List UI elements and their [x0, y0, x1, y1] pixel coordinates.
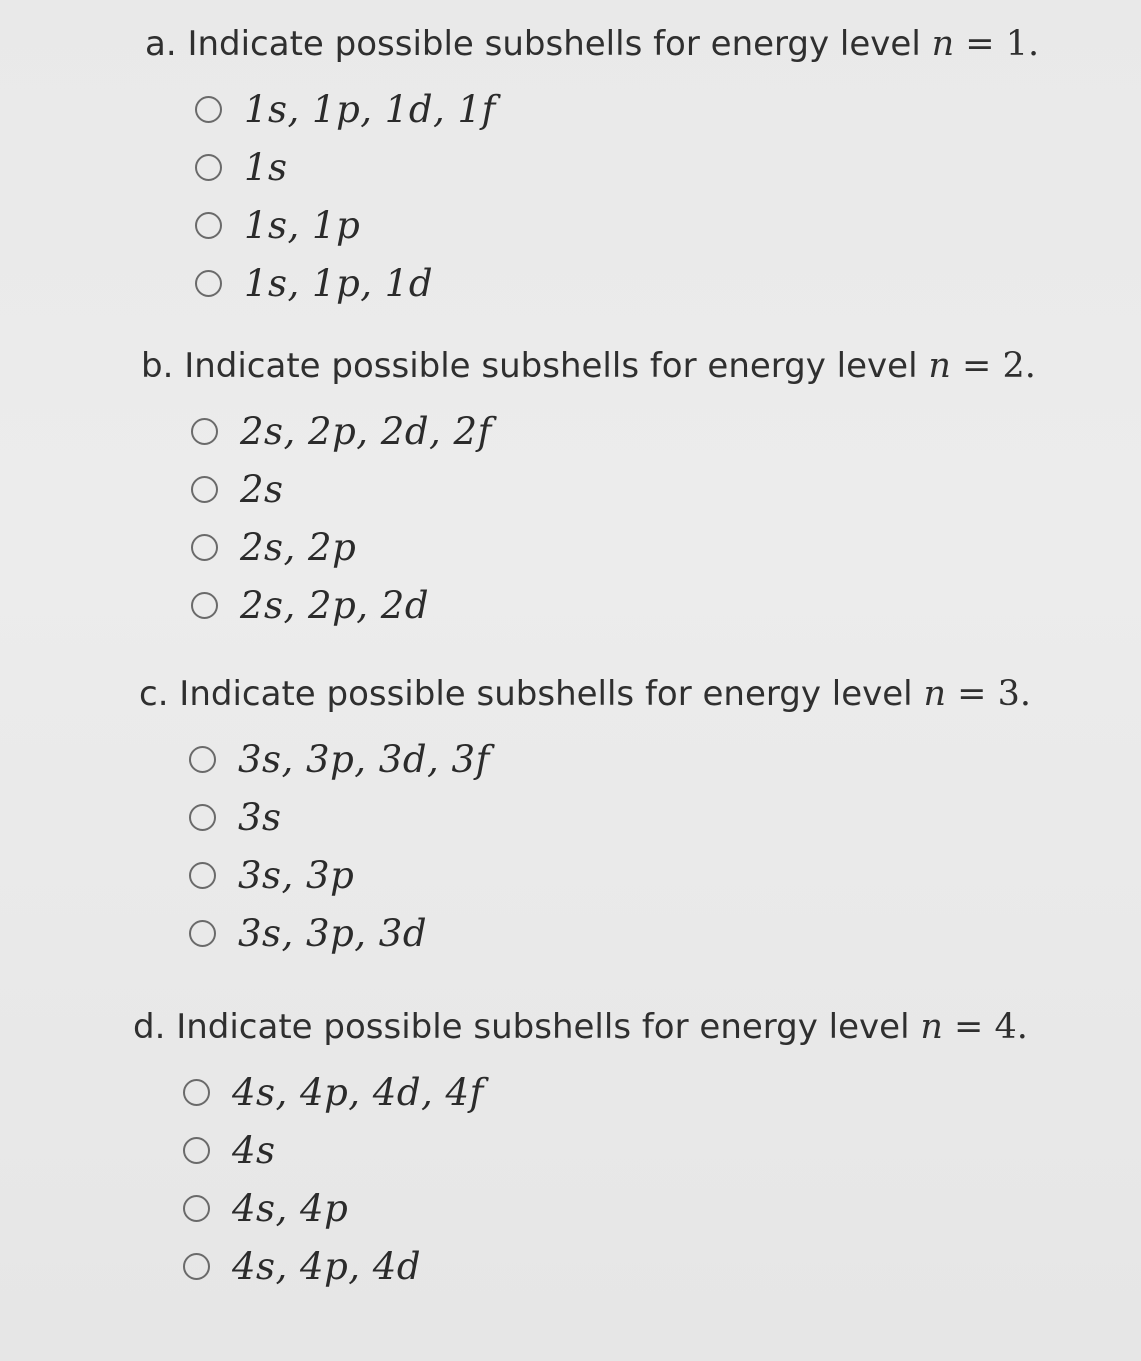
option-c-1[interactable]	[189, 730, 1031, 788]
question-d-equation	[920, 1007, 1028, 1047]
question-c-text: c. Indicate possible subshells for energy level	[139, 674, 913, 714]
radio-button[interactable]	[191, 592, 218, 619]
question-b-variable: n	[928, 346, 951, 386]
question-d	[133, 1001, 1028, 1295]
question-c-options	[189, 730, 1031, 962]
question-b-prompt	[141, 340, 1036, 392]
question-c-prompt	[139, 668, 1031, 720]
option-d-4[interactable]	[183, 1237, 1028, 1295]
question-c-value: = 3.	[957, 674, 1031, 714]
option-b-4[interactable]	[191, 576, 1036, 634]
option-label: 3s	[238, 795, 282, 839]
option-d-2[interactable]	[183, 1121, 1028, 1179]
radio-button[interactable]	[183, 1137, 210, 1164]
radio-button[interactable]	[189, 862, 216, 889]
question-b-value: = 2.	[962, 346, 1036, 386]
question-b-equation	[928, 346, 1036, 386]
radio-button[interactable]	[183, 1079, 210, 1106]
question-d-text: d. Indicate possible subshells for energy level	[133, 1007, 910, 1047]
radio-button[interactable]	[183, 1195, 210, 1222]
radio-button[interactable]	[191, 534, 218, 561]
radio-button[interactable]	[189, 920, 216, 947]
radio-button[interactable]	[195, 270, 222, 297]
option-c-2[interactable]	[189, 788, 1031, 846]
option-label: 1s, 1p	[244, 203, 361, 247]
option-c-3[interactable]	[189, 846, 1031, 904]
radio-button[interactable]	[195, 96, 222, 123]
question-a-text: a. Indicate possible subshells for energy level	[145, 24, 921, 64]
question-c-variable: n	[923, 674, 946, 714]
option-label: 1s	[244, 145, 288, 189]
option-label: 1s, 1p, 1d, 1f	[244, 87, 496, 131]
question-c	[139, 668, 1031, 962]
option-label: 3s, 3p, 3d	[238, 911, 428, 955]
question-d-options	[183, 1063, 1028, 1295]
option-label: 2s	[240, 467, 284, 511]
radio-button[interactable]	[191, 418, 218, 445]
radio-button[interactable]	[191, 476, 218, 503]
radio-button[interactable]	[195, 212, 222, 239]
option-label: 3s, 3p, 3d, 3f	[238, 737, 490, 781]
question-c-equation	[923, 674, 1031, 714]
option-b-1[interactable]	[191, 402, 1036, 460]
option-label: 2s, 2p	[240, 525, 357, 569]
radio-button[interactable]	[183, 1253, 210, 1280]
option-c-4[interactable]	[189, 904, 1031, 962]
option-d-1[interactable]	[183, 1063, 1028, 1121]
question-a-equation	[932, 24, 1040, 64]
option-b-3[interactable]	[191, 518, 1036, 576]
option-label: 2s, 2p, 2d, 2f	[240, 409, 492, 453]
option-a-2[interactable]	[195, 138, 1039, 196]
option-label: 4s	[232, 1128, 276, 1172]
radio-button[interactable]	[195, 154, 222, 181]
question-a-options	[195, 80, 1039, 312]
option-label: 1s, 1p, 1d	[244, 261, 434, 305]
option-label: 3s, 3p	[238, 853, 355, 897]
question-a-prompt	[145, 18, 1039, 70]
question-b	[141, 340, 1036, 634]
question-b-text: b. Indicate possible subshells for energy level	[141, 346, 918, 386]
question-d-variable: n	[920, 1007, 943, 1047]
option-b-2[interactable]	[191, 460, 1036, 518]
option-label: 2s, 2p, 2d	[240, 583, 430, 627]
question-a	[145, 18, 1039, 312]
option-a-1[interactable]	[195, 80, 1039, 138]
radio-button[interactable]	[189, 804, 216, 831]
option-a-3[interactable]	[195, 196, 1039, 254]
option-label: 4s, 4p	[232, 1186, 349, 1230]
question-a-value: = 1.	[965, 24, 1040, 64]
option-label: 4s, 4p, 4d, 4f	[232, 1070, 484, 1114]
radio-button[interactable]	[189, 746, 216, 773]
question-d-prompt	[133, 1001, 1028, 1053]
question-d-value: = 4.	[954, 1007, 1028, 1047]
question-b-options	[191, 402, 1036, 634]
option-label: 4s, 4p, 4d	[232, 1244, 422, 1288]
option-d-3[interactable]	[183, 1179, 1028, 1237]
option-a-4[interactable]	[195, 254, 1039, 312]
question-a-variable: n	[931, 24, 955, 64]
